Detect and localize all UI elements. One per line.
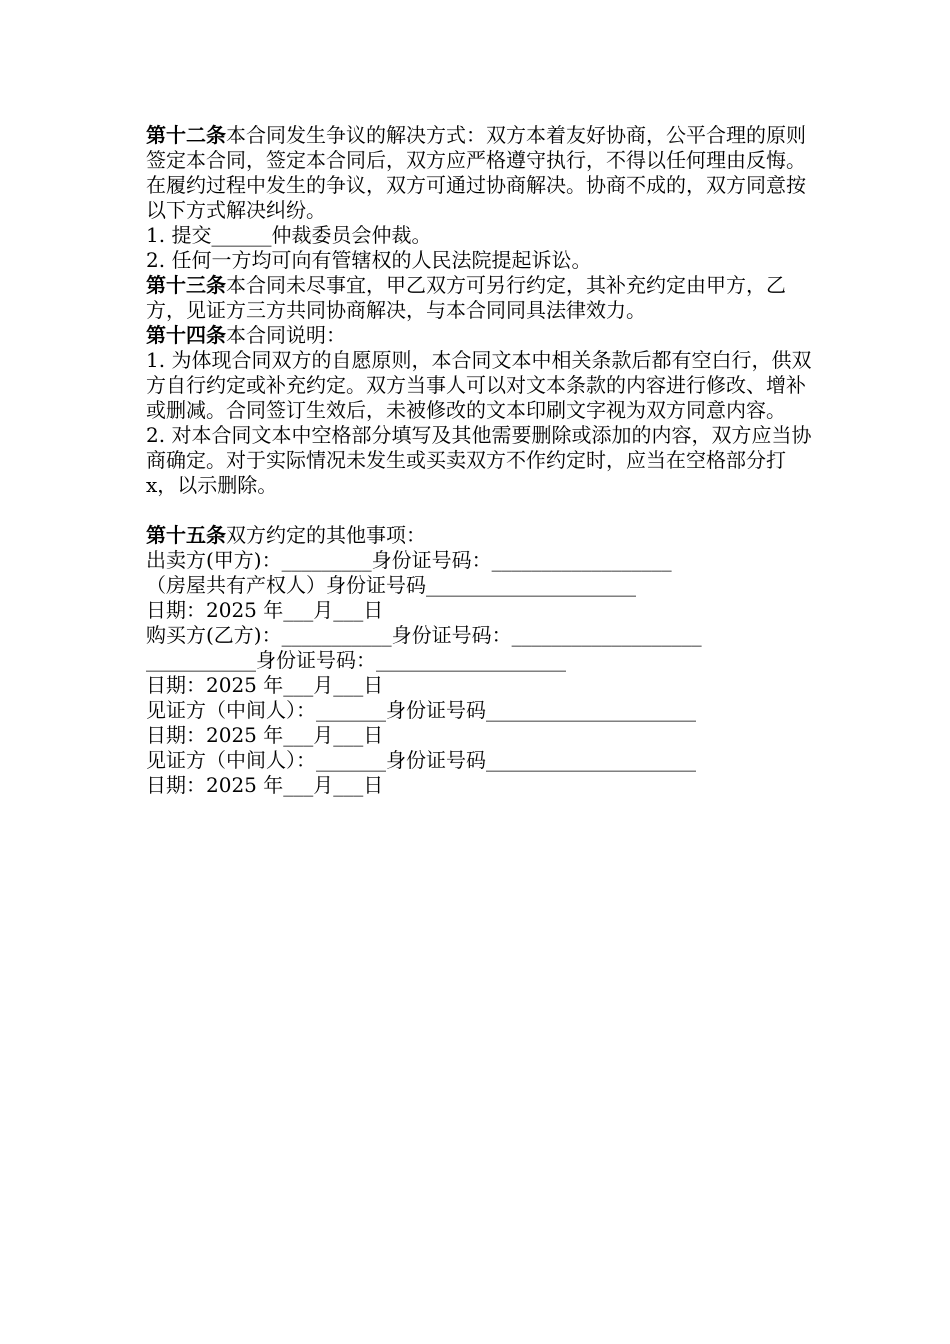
article-14-heading: 第十四条: [146, 323, 226, 347]
seller-signature-line: 出卖方(甲方)：_________身份证号码：__________________: [146, 548, 672, 572]
blank-line: [146, 498, 816, 523]
seller-date-line: 日期：2025 年___月___日: [146, 598, 384, 622]
buyer-date-line: 日期：2025 年___月___日: [146, 673, 384, 697]
witness-2-date-line: 日期：2025 年___月___日: [146, 773, 384, 797]
witness-1-date-line: 日期：2025 年___月___日: [146, 723, 384, 747]
article-12-text: 本合同发生争议的解决方式：双方本着友好协商，公平合理的原则签定本合同，签定本合同后，双方应严格遵守执行，不得以任何理由反悔。在履约过程中发生的争议，双方可通过协商解决。协商不成的，双方同意按以下方式解决纠纷。: [146, 123, 806, 222]
article-15-text: 双方约定的其他事项：: [226, 523, 426, 547]
article-14-item-2: 2. 对本合同文本中空格部分填写及其他需要删除或添加的内容，双方应当协商确定。对于实际情况未发生或买卖双方不作约定时，应当在空格部分打 x，以示删除。: [146, 423, 812, 497]
article-12-item-2: 2. 任何一方均可向有管辖权的人民法院提起诉讼。: [146, 248, 592, 272]
co-owner-signature-line: （房屋共有产权人）身份证号码_____________________: [146, 573, 636, 597]
article-13-text: 本合同未尽事宜，甲乙双方可另行约定，其补充约定由甲方，乙方，见证方三方共同协商解决，与本合同同具法律效力。: [146, 273, 786, 322]
article-15-heading: 第十五条: [146, 523, 226, 547]
article-12-heading: 第十二条: [146, 123, 226, 147]
buyer-signature-line: 购买方(乙方)：___________身份证号码：___________________: [146, 623, 702, 647]
contract-page: [146, 123, 816, 798]
article-14-paragraph: [146, 323, 816, 348]
buyer-second-signature-line: ___________身份证号码：___________________: [146, 648, 566, 672]
article-14-text: 本合同说明：: [226, 323, 346, 347]
article-15-paragraph: [146, 523, 816, 548]
article-12-paragraph: [146, 123, 816, 223]
article-13-heading: 第十三条: [146, 273, 226, 297]
article-12-item-1: 1. 提交______仲裁委员会仲裁。: [146, 223, 432, 247]
witness-2-signature-line: 见证方（中间人）：_______身份证号码_____________________: [146, 748, 696, 772]
article-14-item-1: 1. 为体现合同双方的自愿原则，本合同文本中相关条款后都有空白行，供双方自行约定或补充约定。双方当事人可以对文本条款的内容进行修改、增补或删减。合同签订生效后，未被修改的文本印刷文字视为双方同意内容。: [146, 348, 812, 422]
article-13-paragraph: [146, 273, 816, 323]
witness-1-signature-line: 见证方（中间人）：_______身份证号码_____________________: [146, 698, 696, 722]
